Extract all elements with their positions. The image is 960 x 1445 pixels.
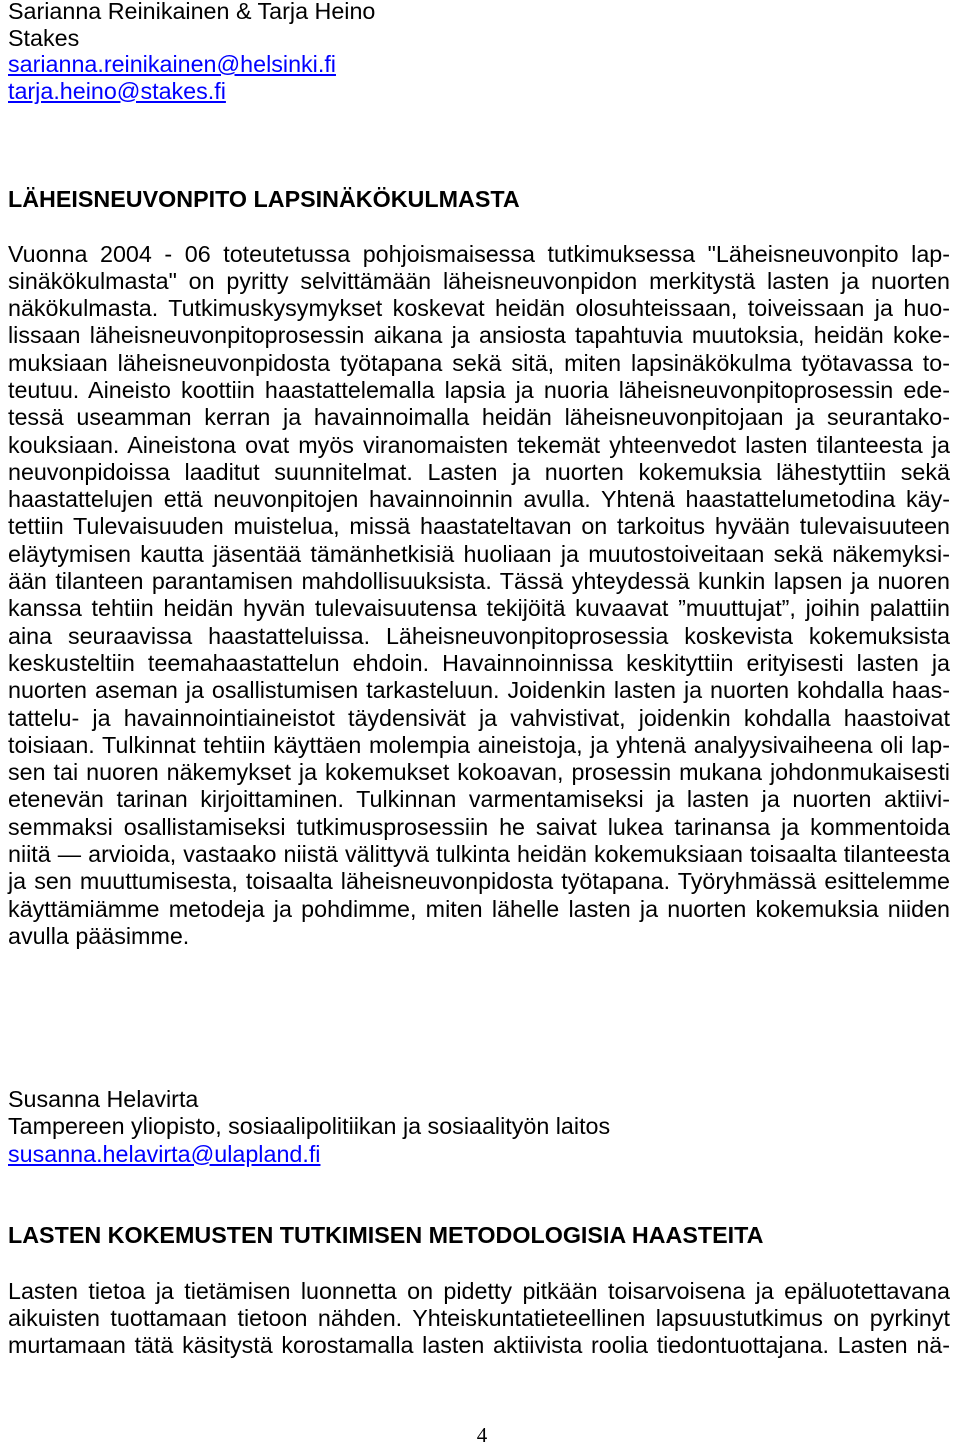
email-link-susanna[interactable]: susanna.helavirta@ulapland.fi [8,1140,321,1167]
paragraph-line: aina seuraavissa haastatteluissa. Läheisneuvonpitoprosessia koskevista kokemuksista [8,622,950,649]
paragraph-line: käyttämiämme metodeja ja pohdimme, miten lähelle lasten ja nuorten kokemuksia niiden [8,895,950,922]
section-2-heading-block [8,1222,950,1249]
author-name: Susanna Helavirta [8,1085,199,1112]
page-number: 4 [476,1423,488,1445]
email-line-3 [8,1141,950,1169]
email-line-1 [8,51,950,78]
paragraph-line: Vuonna 2004 - 06 toteutetussa pohjoismaisessa tutkimuksessa "Läheisneuvonpito lap- [8,240,950,267]
section-1-heading-block [8,186,950,213]
section-2-title: LASTEN KOKEMUSTEN TUTKIMISEN METODOLOGISIA HAASTEITA [8,1222,764,1248]
paragraph-line: Lasten tietoa ja tietämisen luonnetta on pidetty pitkään toisarvoisena ja epäluotettavana [8,1277,950,1304]
paragraph-line: nuorten aseman ja osallistumisen tarkasteluun. Joidenkin lasten ja nuorten kohdalla haas- [8,677,950,704]
author-affiliation: Tampereen yliopisto, sosiaalipolitiikan ja sosiaalityön laitos [8,1113,611,1139]
paragraph-line: etenevän tarinan kirjoittaminen. Tulkinnan varmentamiseksi ja lasten ja nuorten aktiivi- [8,786,950,813]
paragraph-line: lissaan läheisneuvonpitoprosessin aikana ja ansiosta tapahtuvia muutoksia, heidän koke- [8,322,950,349]
section-1-paragraph [8,241,950,951]
author-organization: Stakes [8,24,80,51]
paragraph-line: sen tai nuoren näkemykset ja kokemukset kokoavan, prosessin mukana johdonmukaisesti [8,759,950,786]
paragraph-line: ja sen muuttumisesta, toisaalta läheisneuvonpidosta työtapana. Työryhmässä esittelemme [8,868,950,895]
paragraph-line: näkökulmasta. Tutkimuskysymykset koskevat heidän olosuhteissaan, toiveissaan ja huo- [8,295,950,322]
author-names: Sarianna Reinikainen & Tarja Heino [8,0,376,24]
paragraph-line: haastattelujen että neuvonpitojen havainnoinnin avulla. Yhtenä haastattelumetodina käy- [8,486,950,513]
paragraph-line: kanssa tehtiin heidän hyvän tulevaisuutensa tekijöitä kuvaavat ”muuttujat”, joihin palattiin [8,595,950,622]
paragraph-line: aikuisten tuottamaan tietoon nähden. Yhteiskuntatieteellinen lapsuustutkimus on pyrkinyt [8,1304,950,1331]
email-link-sarianna[interactable]: sarianna.reinikainen@helsinki.fi [8,51,336,77]
email-link-tarja[interactable]: tarja.heino@stakes.fi [8,77,226,104]
paragraph-line: teutuu. Aineisto koottiin haastattelemalla lapsia ja nuoria läheisneuvonpitoprosessin ede- [8,376,950,403]
paragraph-line: tettiin Tulevaisuuden muistelua, missä haastateltavan on tarkoitus hyvään tulevaisuuteen [8,513,950,540]
paragraph-line: sinäkökulmasta" on pyritty selvittämään läheisneuvonpidon merkitystä lasten ja nuorten [8,267,950,294]
paragraph-line: eläytymisen kautta jäsentää tämänhetkisiä huoliaan ja muutostoiveitaan sekä näkemyksi- [8,540,950,567]
paragraph-line: kouksiaan. Aineistona ovat myös viranomaisten tekemät yhteenvedot lasten tilanteesta ja [8,431,950,458]
paragraph-line: neuvonpidoissa laaditut suunnitelmat. Lasten ja nuorten kokemuksia lähestyttiin sekä [8,458,950,485]
paragraph-line: toisiaan. Tulkinnat tehtiin käyttäen molempia aineistoja, ja yhtenä analyysivaiheena oli lap- [8,731,950,758]
author-block-1 [8,0,950,104]
paragraph-line: murtamaan tätä käsitystä korostamalla lasten aktiivista roolia tiedontuottajana. Lasten nä- [8,1332,950,1359]
section-1-title: LÄHEISNEUVONPITO LAPSINÄKÖKULMASTA [8,185,520,212]
paragraph-line: tessä useamman kerran ja havainnoimalla heidän läheisneuvonpitojaan ja seurantako- [8,404,950,431]
paragraph-line: niitä — arvioida, vastaako niistä välittyvä tulkinta heidän kokemuksiaan toisaalta tilanteesta [8,841,950,868]
author-block-2 [8,1086,950,1169]
paragraph-line: ään tilanteen parantamisen mahdollisuuksista. Tässä yhteydessä kunkin lapsen ja nuoren [8,568,950,595]
section-2-paragraph [8,1278,950,1360]
email-line-2 [8,78,950,105]
paragraph-line: tattelu- ja havainnointiaineistot täydensivät ja vahvistivat, joidenkin kohdalla haastoivat [8,704,950,731]
paragraph-line: avulla pääsimme. [8,922,190,949]
paragraph-line: semmaksi osallistamiseksi tutkimusprosessiin he saivat lukea tarinansa ja kommentoida [8,813,950,840]
paragraph-line: muksiaan läheisneuvonpidosta työtapana sekä sitä, miten lapsinäkökulma työtavassa to- [8,349,950,376]
paragraph-line: keskusteltiin teemahaastattelun ehdoin. Havainnoinnissa keskityttiin erityisesti lasten ja [8,649,950,676]
